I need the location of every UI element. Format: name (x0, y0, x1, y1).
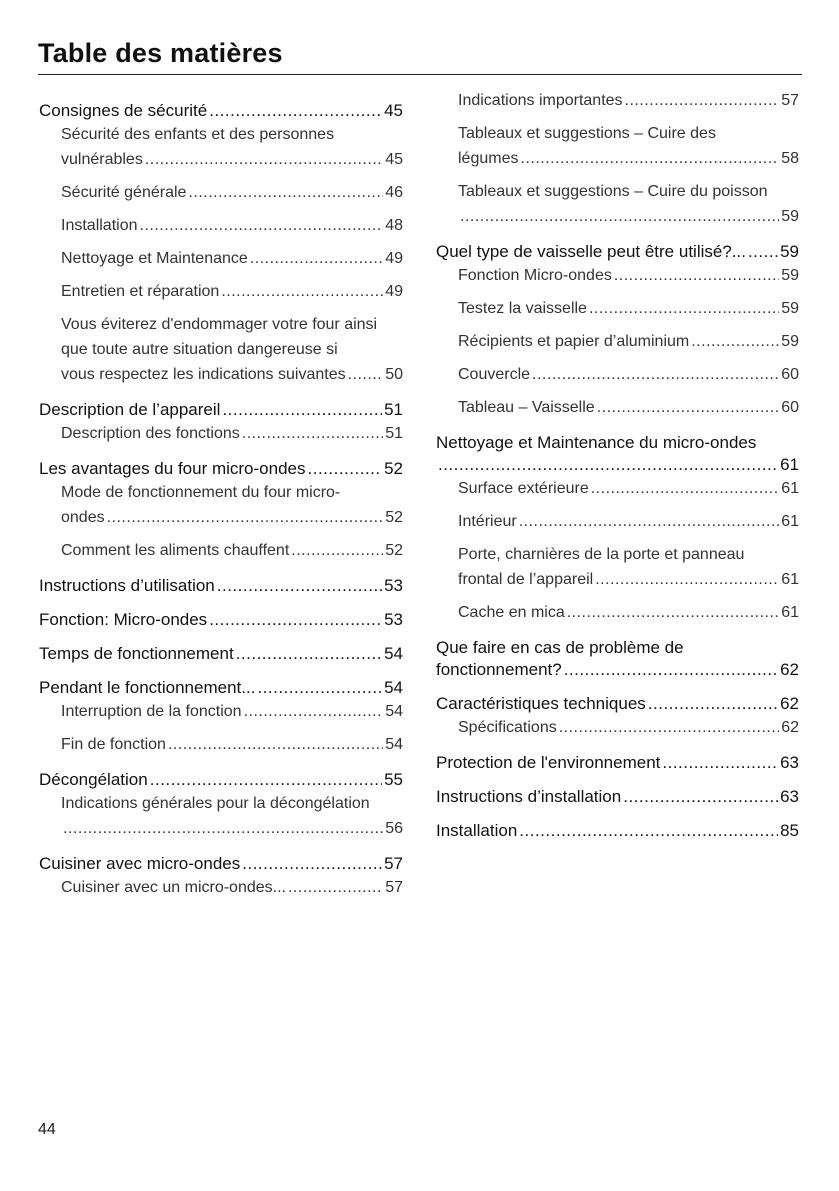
toc-entry-text: frontal de l’appareil (458, 571, 594, 588)
toc-entry-text: vulnérables (61, 151, 143, 168)
toc-entry-text: Testez la vaisselle (458, 300, 587, 317)
page-number: 44 (38, 1121, 56, 1138)
toc-entry-text: Description de l’appareil (39, 400, 221, 419)
toc-entry[interactable] (39, 421, 403, 446)
toc-entry-text: Fin de fonction (61, 736, 166, 753)
toc-entry-text: Description des fonctions (61, 425, 240, 442)
toc-page-number: 45 (384, 101, 403, 120)
leader-dots (236, 643, 382, 665)
toc-entry-text-wrapped: Que faire en cas de problème de (436, 638, 684, 657)
leader-dots (250, 246, 383, 271)
toc-page-number: 48 (385, 217, 403, 234)
toc-page-number: 59 (780, 242, 799, 261)
toc-entry[interactable] (436, 241, 799, 263)
toc-entry[interactable] (39, 458, 403, 480)
toc-entry-text: Cache en mica (458, 604, 565, 621)
toc-page-number: 61 (781, 480, 799, 497)
toc-entry-text: ondes (61, 509, 105, 526)
toc-entry[interactable] (436, 432, 799, 476)
toc-page-number: 60 (781, 366, 799, 383)
toc-page-number: 56 (385, 820, 403, 837)
leader-dots (625, 88, 780, 113)
leader-dots (519, 509, 780, 534)
toc-page-number: 61 (781, 604, 799, 621)
toc-entry[interactable] (436, 88, 799, 113)
toc-entry-text: Pendant le fonctionnement... (39, 678, 256, 697)
toc-entry[interactable] (436, 820, 799, 842)
toc-page-number: 57 (781, 92, 799, 109)
toc-entry-text: vous respectez les indications suivantes (61, 366, 346, 383)
toc-entry-text: Comment les aliments chauffent (61, 542, 290, 559)
toc-entry[interactable] (39, 312, 403, 387)
toc-page-number: 46 (385, 184, 403, 201)
leader-dots (519, 820, 778, 842)
leader-dots (244, 699, 384, 724)
leader-dots (591, 476, 779, 501)
toc-entry[interactable] (436, 509, 799, 534)
toc-entry[interactable] (436, 329, 799, 354)
leader-dots (438, 454, 778, 476)
leader-dots (209, 609, 382, 631)
toc-entry[interactable] (39, 122, 403, 172)
leader-dots (623, 786, 778, 808)
toc-entry[interactable] (436, 395, 799, 420)
toc-entry-text: Instructions d’installation (436, 787, 622, 806)
toc-entry-text: Intérieur (458, 513, 517, 530)
toc-entry-text-wrapped: Nettoyage et Maintenance du micro-ondes (436, 433, 757, 452)
toc-entry[interactable] (436, 542, 799, 592)
toc-entry-text: Nettoyage et Maintenance (61, 250, 248, 267)
toc-page-number: 61 (781, 513, 799, 530)
leader-dots (662, 752, 778, 774)
toc-page-number: 85 (780, 821, 799, 840)
leader-dots (209, 100, 382, 122)
leader-dots (691, 329, 779, 354)
toc-right-column (436, 88, 799, 842)
toc-entry[interactable] (39, 213, 403, 238)
leader-dots (288, 875, 383, 900)
toc-entry[interactable] (436, 600, 799, 625)
toc-page-number: 61 (781, 571, 799, 588)
toc-entry-text: Fonction Micro-ondes (458, 267, 612, 284)
toc-page-number: 51 (385, 425, 403, 442)
toc-entry-text: Entretien et réparation (61, 283, 220, 300)
leader-dots (63, 816, 383, 841)
toc-entry[interactable] (39, 853, 403, 875)
leader-dots (257, 677, 382, 699)
toc-page-number: 60 (781, 399, 799, 416)
toc-entry[interactable] (39, 538, 403, 563)
toc-entry[interactable] (39, 791, 403, 841)
toc-entry-text: Décongélation (39, 770, 148, 789)
leader-dots (140, 213, 384, 238)
toc-entry[interactable] (39, 699, 403, 724)
toc-page-number: 58 (781, 150, 799, 167)
toc-entry-text: Surface extérieure (458, 480, 589, 497)
toc-entry[interactable] (39, 399, 403, 421)
toc-entry[interactable] (436, 121, 799, 171)
leader-dots (589, 296, 779, 321)
toc-page-number: 57 (384, 854, 403, 873)
leader-dots (748, 241, 778, 263)
toc-entry-text: Spécifications (458, 719, 557, 736)
toc-entry-text: Cuisiner avec micro-ondes (39, 854, 241, 873)
title-divider (38, 74, 802, 75)
leader-dots (567, 600, 779, 625)
toc-page-number: 59 (781, 333, 799, 350)
toc-page-number: 59 (781, 267, 799, 284)
toc-entry-text: Couvercle (458, 366, 531, 383)
toc-entry-text: Installation (61, 217, 138, 234)
toc-entry-text: légumes (458, 150, 519, 167)
leader-dots (150, 769, 382, 791)
toc-entry-text: Consignes de sécurité (39, 101, 208, 120)
toc-page-number: 62 (780, 694, 799, 713)
toc-page-number: 49 (385, 250, 403, 267)
toc-page-number: 59 (781, 208, 799, 225)
toc-entry-text: Protection de l'environnement (436, 753, 661, 772)
toc-entry-text: Fonction: Micro-ondes (39, 610, 208, 629)
toc-page-number: 57 (385, 879, 403, 896)
toc-entry-text: Tableau – Vaisselle (458, 399, 595, 416)
toc-entry[interactable] (39, 180, 403, 205)
leader-dots (460, 204, 779, 229)
toc-entry-text-wrapped: Tableaux et suggestions – Cuire du poisson (458, 183, 768, 200)
toc-entry-text: Cuisiner avec un micro-ondes... (61, 879, 286, 896)
toc-entry[interactable] (436, 296, 799, 321)
toc-entry[interactable] (436, 715, 799, 740)
page-title: Table des matières (38, 38, 283, 68)
toc-page-number: 50 (385, 366, 403, 383)
leader-dots (597, 395, 780, 420)
leader-dots (559, 715, 779, 740)
toc-entry[interactable] (39, 100, 403, 122)
leader-dots (532, 362, 779, 387)
toc-left-column (39, 100, 403, 900)
leader-dots (648, 693, 778, 715)
leader-dots (145, 147, 383, 172)
leader-dots (221, 279, 383, 304)
toc-entry-text: fonctionnement? (436, 660, 562, 679)
toc-page-number: 54 (384, 678, 403, 697)
toc-entry[interactable] (436, 263, 799, 288)
toc-entry[interactable] (39, 875, 403, 900)
leader-dots (222, 399, 382, 421)
toc-entry-text: Récipients et papier d’aluminium (458, 333, 690, 350)
toc-entry-text: Interruption de la fonction (61, 703, 242, 720)
leader-dots (348, 362, 384, 387)
toc-page-number: 54 (385, 703, 403, 720)
leader-dots (168, 732, 383, 757)
leader-dots (564, 659, 778, 681)
leader-dots (614, 263, 779, 288)
toc-page-number: 53 (384, 610, 403, 629)
toc-entry[interactable] (436, 693, 799, 715)
toc-entry[interactable] (436, 752, 799, 774)
toc-entry[interactable] (436, 637, 799, 681)
toc-entry-text: Sécurité générale (61, 184, 187, 201)
toc-entry-text: Indications importantes (458, 92, 623, 109)
toc-entry[interactable] (436, 362, 799, 387)
toc-entry-text-wrapped: Sécurité des enfants et des personnes (61, 126, 335, 143)
toc-entry[interactable] (39, 480, 403, 530)
toc-page-number: 55 (384, 770, 403, 789)
toc-page-number: 63 (780, 753, 799, 772)
leader-dots (188, 180, 383, 205)
leader-dots (217, 575, 382, 597)
toc-page-number: 54 (385, 736, 403, 753)
toc-entry-text-wrapped: Indications générales pour la décongélation (61, 795, 370, 812)
leader-dots (520, 146, 779, 171)
toc-page-number: 62 (781, 719, 799, 736)
toc-entry[interactable] (436, 179, 799, 229)
toc-page-number: 52 (384, 459, 403, 478)
toc-entry[interactable] (39, 732, 403, 757)
leader-dots (242, 853, 382, 875)
toc-entry-text-wrapped: Porte, charnières de la porte et panneau (458, 546, 745, 563)
toc-entry[interactable] (39, 575, 403, 597)
toc-entry-text-wrapped: Mode de fonctionnement du four micro- (61, 484, 341, 501)
toc-page-number: 51 (384, 400, 403, 419)
toc-entry-text: Quel type de vaisselle peut être utilisé?... (436, 242, 746, 261)
toc-page-number: 54 (384, 644, 403, 663)
toc-page-number: 52 (385, 542, 403, 559)
leader-dots (107, 505, 384, 530)
toc-entry[interactable] (39, 677, 403, 699)
toc-entry[interactable] (39, 279, 403, 304)
leader-dots (291, 538, 383, 563)
toc-entry-text: Installation (436, 821, 518, 840)
toc-entry-text: Caractéristiques techniques (436, 694, 646, 713)
toc-entry-text: Temps de fonctionnement (39, 644, 234, 663)
toc-page-number: 53 (384, 576, 403, 595)
toc-entry[interactable] (39, 643, 403, 665)
toc-entry[interactable] (39, 609, 403, 631)
toc-page-number: 62 (780, 660, 799, 679)
leader-dots (242, 421, 383, 446)
toc-entry-text: Les avantages du four micro-ondes (39, 459, 306, 478)
toc-entry-text-wrapped: Vous éviterez d'endommager votre four ainsi que toute autre situation dangereuse si (61, 316, 378, 358)
toc-page-number: 63 (780, 787, 799, 806)
toc-entry[interactable] (436, 476, 799, 501)
toc-entry-text: Instructions d’utilisation (39, 576, 215, 595)
leader-dots (595, 567, 779, 592)
toc-entry[interactable] (39, 246, 403, 271)
toc-page-number: 59 (781, 300, 799, 317)
toc-page-number: 45 (385, 151, 403, 168)
toc-page-number: 52 (385, 509, 403, 526)
leader-dots (308, 458, 383, 480)
toc-entry-text-wrapped: Tableaux et suggestions – Cuire des (458, 125, 716, 142)
toc-entry[interactable] (436, 786, 799, 808)
toc-page-number: 49 (385, 283, 403, 300)
toc-page-number: 61 (780, 455, 799, 474)
toc-entry[interactable] (39, 769, 403, 791)
